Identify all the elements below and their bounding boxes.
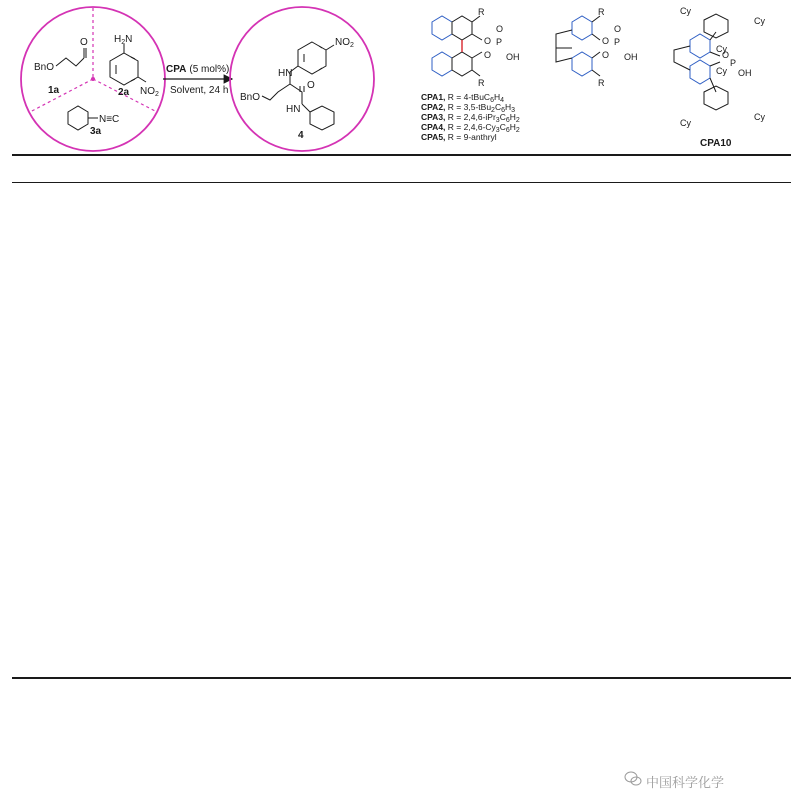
catalyst-legend-cpa4: CPA4, $R = 2,4,6-Cy_3C_6H_2$ xyxy=(421,122,520,134)
reactants-circle xyxy=(21,7,165,151)
isocyanide-label: N≡C xyxy=(99,114,120,125)
product-no2-label: $NO_2$ xyxy=(335,37,354,49)
structure-label: Cy xyxy=(716,66,727,76)
structure-label: R xyxy=(598,78,605,88)
structure-label: OH xyxy=(624,52,638,62)
catalyst-legend-cpa5: CPA5, R = 9-anthryl xyxy=(421,132,497,142)
product-hn-label: HN xyxy=(278,68,293,79)
table-bottom-rule xyxy=(12,677,791,679)
table-top-rule xyxy=(12,154,791,156)
nh2-label: $H_2N$ xyxy=(114,34,133,46)
product-circle xyxy=(230,7,374,151)
structure-label: Cy xyxy=(754,112,765,122)
binol-labels xyxy=(478,7,520,88)
product-o-label: O xyxy=(307,80,315,91)
catalyst-legend-cpa2: CPA2, $R = 3,5-tBu_2C_6H_3$ xyxy=(421,102,516,114)
structure-label: Cy xyxy=(716,44,727,54)
binol-structure xyxy=(432,16,482,76)
structure-label: O xyxy=(484,50,492,60)
reaction-scheme xyxy=(0,0,803,152)
bno-label: BnO xyxy=(34,62,55,73)
reactant-1a xyxy=(56,48,86,66)
structure-label: R xyxy=(478,78,485,88)
label-2a: 2a xyxy=(118,87,130,98)
structure-label: O xyxy=(602,50,610,60)
watermark: 中国科学化学 xyxy=(646,776,725,791)
structure-label: O xyxy=(484,36,492,46)
structure-label: P xyxy=(614,37,621,47)
cpa10-label: CPA10 xyxy=(700,138,732,149)
catalyst-legend-cpa1: CPA1, $R = 4-tBuC_6H_4$ xyxy=(421,92,505,104)
reactant-2a xyxy=(110,44,146,85)
structure-label: R xyxy=(598,7,605,17)
catalyst-legend-cpa3: CPA3, $R = 2,4,6-iPr_3C_6H_2$ xyxy=(421,112,520,124)
header-rule xyxy=(12,182,791,183)
aldehyde-o-label: O xyxy=(80,37,88,48)
label-1a: 1a xyxy=(48,85,60,96)
product-amide-hn-label: HN xyxy=(286,104,301,115)
spinol-structure xyxy=(556,16,600,76)
structure-label: Cy xyxy=(680,6,691,16)
structure-label: Cy xyxy=(680,118,691,128)
conditions-catalyst: CPA (5 mol%) xyxy=(166,64,230,75)
structure-label: P xyxy=(730,58,737,68)
structure-label: O xyxy=(602,36,610,46)
cpa10-structure xyxy=(674,14,728,110)
no2-label: $NO_2$ xyxy=(140,86,159,98)
structure-label: OH xyxy=(506,52,520,62)
structure-label: Cy xyxy=(754,16,765,26)
wechat-logo-icon xyxy=(624,771,642,787)
cpa10-labels xyxy=(680,6,765,128)
structure-label: OH xyxy=(738,68,752,78)
structure-label: P xyxy=(496,37,503,47)
label-4: 4 xyxy=(298,130,304,141)
spinol-labels xyxy=(598,7,638,88)
structure-label: O xyxy=(496,24,504,34)
product-bno-label: BnO xyxy=(240,92,261,103)
label-3a: 3a xyxy=(90,126,102,137)
structure-label: O xyxy=(722,50,730,60)
structure-label: R xyxy=(478,7,485,17)
binol-legend xyxy=(421,92,520,142)
conditions-solvent: Solvent, 24 h xyxy=(170,85,229,96)
structure-label: O xyxy=(614,24,622,34)
